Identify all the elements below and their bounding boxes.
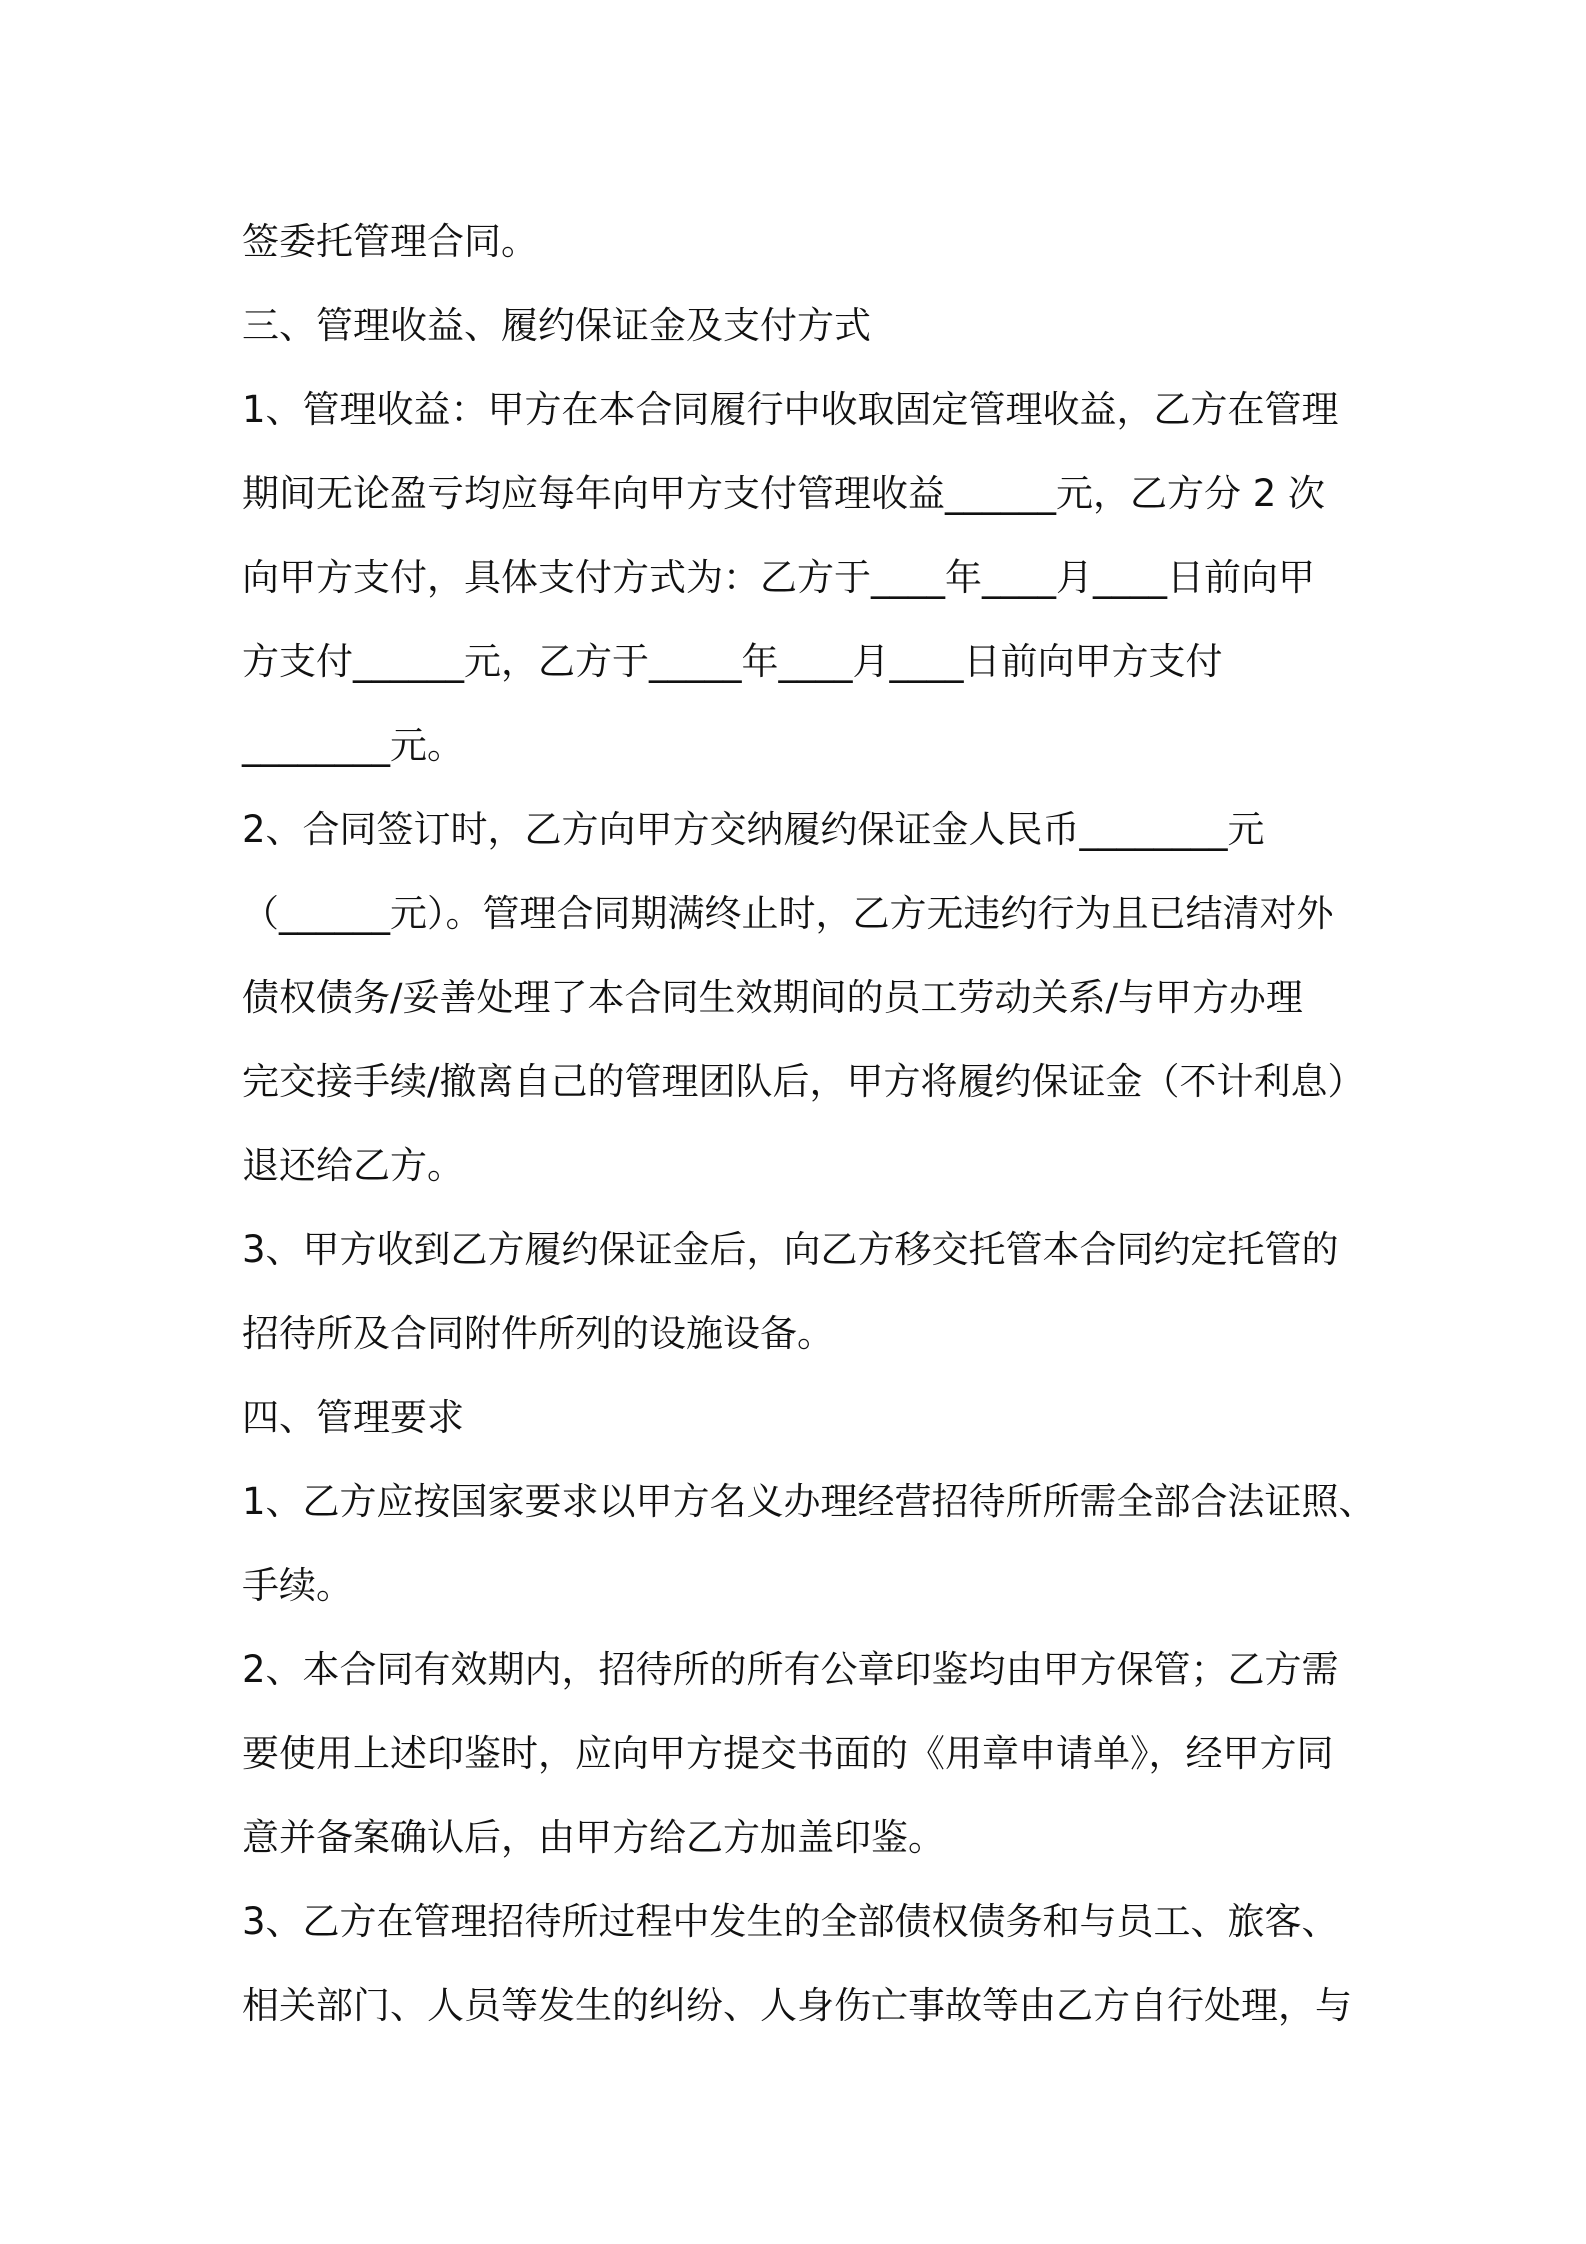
text-line-13: 3、甲方收到乙方履约保证金后，向乙方移交托管本合同约定托管的 (242, 1228, 1339, 1271)
document-body (242, 200, 1376, 2048)
section-heading-3: 三、管理收益、履约保证金及支付方式 (242, 304, 871, 347)
text-line-14: 招待所及合同附件所列的设施设备。 (242, 1312, 834, 1355)
text-line-7: ________元。 (242, 724, 464, 767)
text-line-4: 期间无论盈亏均应每年向甲方支付管理收益______元，乙方分 2 次 (242, 472, 1326, 515)
text-line-22: 相关部门、人员等发生的纠纷、人身伤亡事故等由乙方自行处理，与 (242, 1984, 1352, 2027)
text-line-5: 向甲方支付，具体支付方式为：乙方于____年____月____日前向甲 (242, 556, 1315, 599)
text-line-12: 退还给乙方。 (242, 1144, 464, 1187)
text-line-9: （______元）。管理合同期满终止时，乙方无违约行为且已结清对外 (242, 892, 1334, 935)
text-line-3: 1、管理收益：甲方在本合同履行中收取固定管理收益，乙方在管理 (242, 388, 1339, 431)
text-line-8: 2、合同签订时，乙方向甲方交纳履约保证金人民币________元 (242, 808, 1265, 851)
text-line-17: 手续。 (242, 1564, 353, 1607)
text-line-16: 1、乙方应按国家要求以甲方名义办理经营招待所所需全部合法证照、 (242, 1480, 1376, 1523)
text-line-19: 要使用上述印鉴时，应向甲方提交书面的《用章申请单》，经甲方同 (242, 1732, 1334, 1775)
section-heading-4: 四、管理要求 (242, 1396, 464, 1439)
text-line-6: 方支付______元，乙方于_____年____月____日前向甲方支付 (242, 640, 1223, 683)
text-line-1: 签委托管理合同。 (242, 220, 538, 263)
text-line-10: 债权债务/妥善处理了本合同生效期间的员工劳动关系/与甲方办理 (242, 976, 1303, 1019)
text-line-11: 完交接手续/撤离自己的管理团队后，甲方将履约保证金（不计利息） (242, 1060, 1365, 1103)
text-line-21: 3、乙方在管理招待所过程中发生的全部债权债务和与员工、旅客、 (242, 1900, 1339, 1943)
text-line-20: 意并备案确认后，由甲方给乙方加盖印鉴。 (242, 1816, 945, 1859)
text-line-18: 2、本合同有效期内，招待所的所有公章印鉴均由甲方保管；乙方需 (242, 1648, 1339, 1691)
